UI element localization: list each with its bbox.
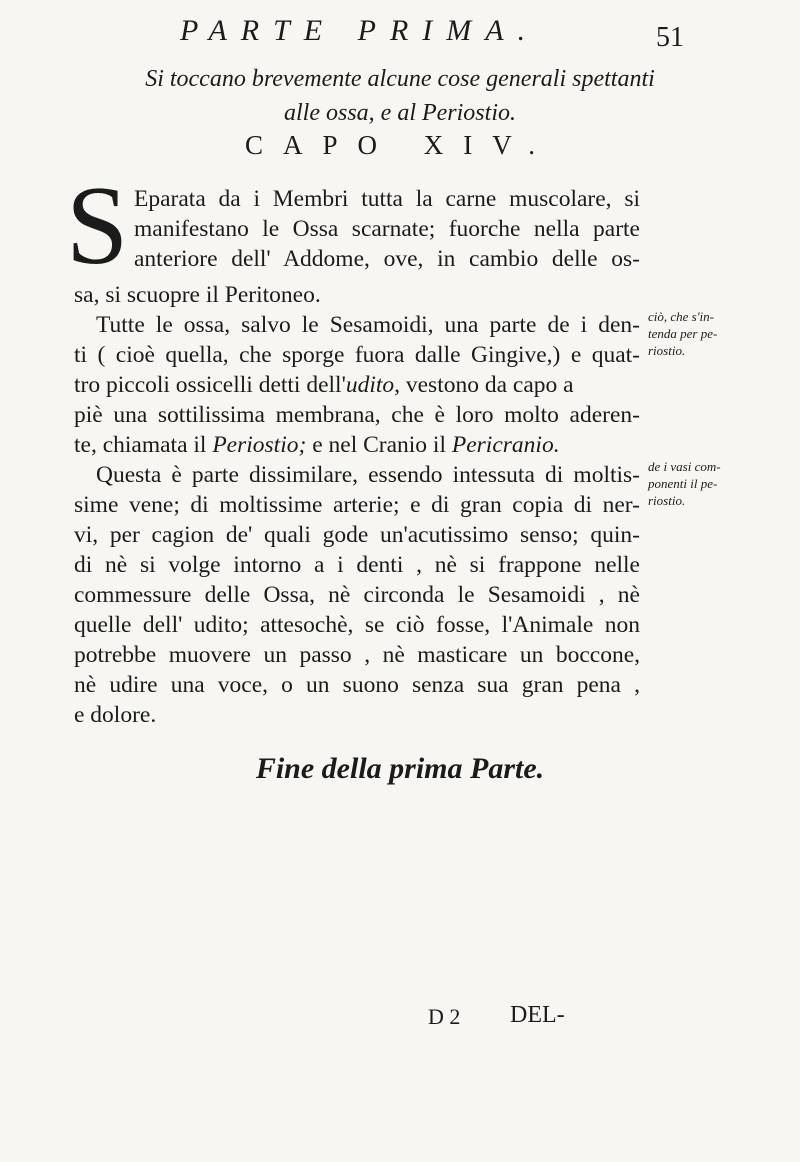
paragraph-1 bbox=[66, 164, 640, 310]
margin-note-line: riostio. bbox=[648, 343, 686, 358]
text-line bbox=[74, 430, 640, 460]
text-line: potrebbe muovere un passo , nè masticare un boccone, bbox=[74, 642, 640, 668]
summary-line-2: alle ossa, e al Periostio. bbox=[284, 100, 516, 126]
text-segment: tro piccoli ossicelli detti dell' bbox=[74, 372, 346, 398]
text-segment: , vestono da capo a bbox=[394, 372, 574, 398]
margin-note-line: de i vasi com- bbox=[648, 459, 721, 474]
text-line: piè una sottilissima membrana, che è loro molto aderen- bbox=[74, 402, 640, 428]
text-line: quelle dell' udito; attesochè, se ciò fosse, l'Animale non bbox=[74, 612, 640, 638]
text-line: Tutte le ossa, salvo le Sesamoidi, una parte de i den- bbox=[96, 312, 640, 338]
text-line: e dolore. bbox=[74, 702, 157, 728]
text-line: anteriore dell' Addome, ove, in cambio delle os- bbox=[134, 246, 640, 272]
text-line: Questa è parte dissimilare, essendo intessuta di moltis- bbox=[96, 462, 640, 488]
text-line: vi, per cagion de' quali gode un'acutissimo senso; quin- bbox=[74, 522, 640, 548]
margin-note-2 bbox=[648, 458, 756, 509]
catchword: DEL- bbox=[510, 1002, 565, 1028]
paragraph-3 bbox=[74, 460, 640, 730]
summary-line-1: Si toccano brevemente alcune cose generali spettanti bbox=[145, 66, 655, 92]
margin-note-1 bbox=[648, 308, 756, 359]
page-number: 51 bbox=[656, 22, 684, 53]
text-line: Eparata da i Membri tutta la carne muscolare, si bbox=[134, 186, 640, 212]
running-head: PARTE PRIMA. bbox=[180, 14, 540, 47]
closing-line: Fine della prima Parte. bbox=[255, 752, 545, 785]
dropcap-letter: S bbox=[66, 164, 129, 288]
margin-note-line: ponenti il pe- bbox=[648, 476, 718, 491]
margin-note-line: riostio. bbox=[648, 493, 686, 508]
text-segment: e nel Cranio il bbox=[312, 432, 446, 458]
paragraph-2 bbox=[74, 310, 640, 460]
text-line: sime vene; di moltissime arterie; e di gran copia di ner- bbox=[74, 492, 640, 518]
text-line: nè udire una voce, o un suono senza sua gran pena , bbox=[74, 672, 640, 698]
text-line: commessure delle Ossa, nè circonda le Sesamoidi , nè bbox=[74, 582, 640, 608]
chapter-heading: CAPO XIV. bbox=[244, 130, 556, 160]
dropcap-box bbox=[66, 164, 134, 288]
body-text bbox=[66, 164, 640, 730]
text-line: di nè si volge intorno a i denti , nè si frappone nelle bbox=[74, 552, 640, 578]
italic-term: Periostio; bbox=[212, 432, 307, 458]
italic-term: udito bbox=[345, 372, 395, 398]
text-line: ti ( cioè quella, che sporge fuora dalle Gingive,) e quat- bbox=[74, 342, 640, 368]
text-line bbox=[74, 370, 640, 400]
signature-mark: D 2 bbox=[428, 1004, 461, 1029]
text-segment: te, chiamata il bbox=[74, 432, 207, 458]
margin-note-line: ciò, che s'in- bbox=[648, 309, 714, 324]
text-line: sa, si scuopre il Peritoneo. bbox=[74, 282, 321, 308]
text-line: manifestano le Ossa scarnate; fuorche nella parte bbox=[134, 216, 640, 242]
margin-note-line: tenda per pe- bbox=[648, 326, 718, 341]
chapter-summary bbox=[0, 62, 800, 130]
italic-term: Pericranio. bbox=[451, 432, 560, 458]
